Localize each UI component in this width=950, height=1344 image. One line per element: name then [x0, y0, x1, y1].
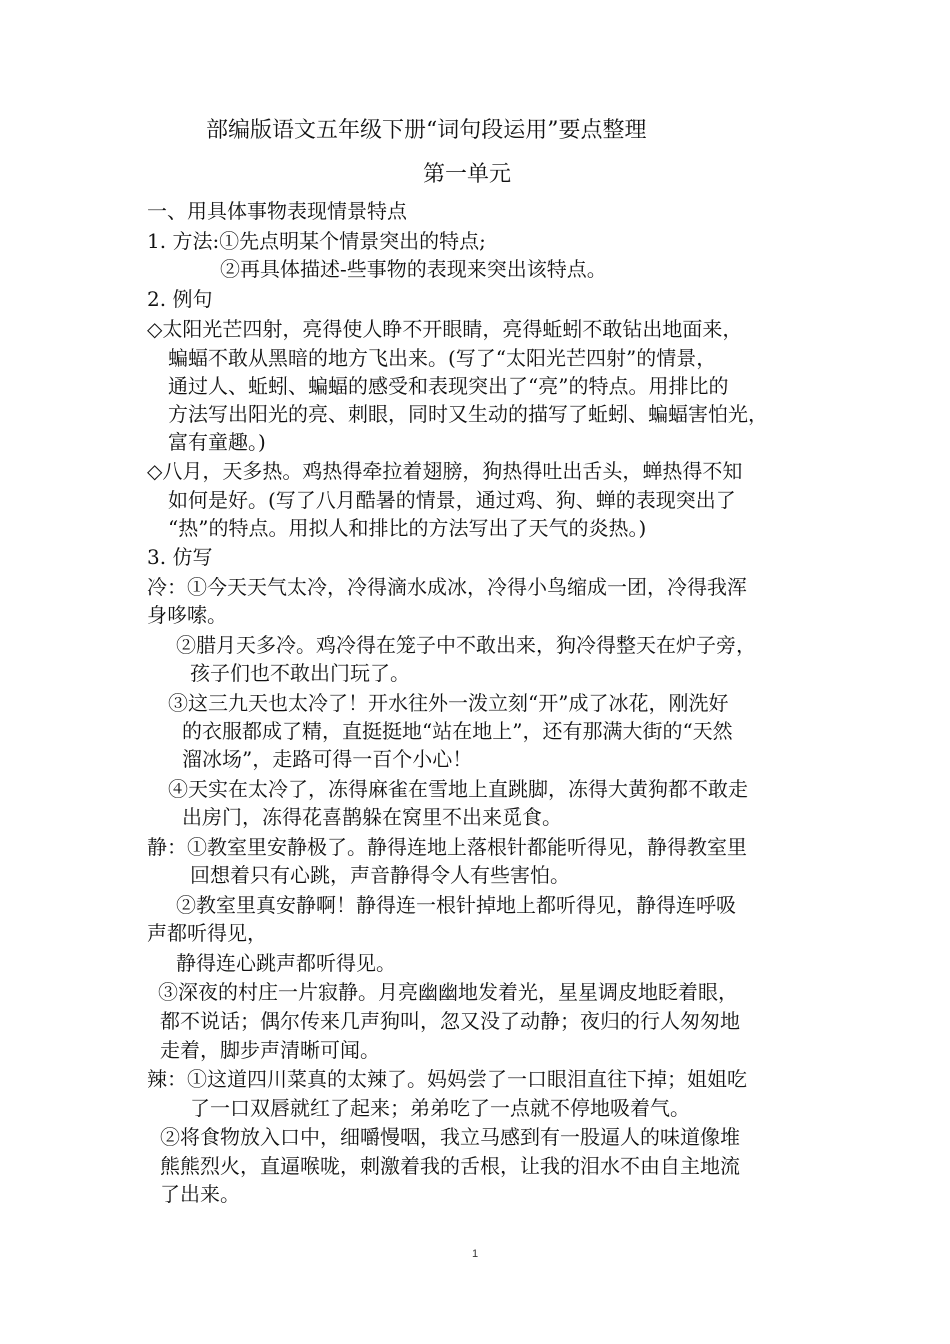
imitation-line: 静得连心跳声都听得见。: [176, 951, 396, 975]
method-line: ②再具体描述-些事物的表现来突出该特点。: [220, 257, 607, 281]
imitation-line: 静：①教室里安静极了。静得连地上落根针都能听得见，静得教室里: [147, 835, 747, 859]
example-line: 如何是好。(写了八月酷暑的情景，通过鸡、狗、蝉的表现突出了: [168, 488, 736, 512]
imitation-line: 声都听得见，: [147, 921, 267, 945]
example-line: ◇八月，天多热。鸡热得牵拉着翅膀，狗热得吐出舌头，蝉热得不知: [147, 459, 743, 483]
example-line: “热”的特点。用拟人和排比的方法写出了天气的炎热。): [168, 516, 647, 540]
page-number: 1: [471, 1248, 479, 1260]
imitation-line: 冷：①今天天气太冷，冷得滴水成冰，冷得小鸟缩成一团，冷得我浑: [147, 575, 747, 599]
example-line: 富有童趣。): [168, 430, 266, 454]
subsection-heading: 3. 仿写: [147, 545, 213, 569]
subsection-heading: 2. 例句: [147, 287, 213, 311]
example-line: 通过人、蚯蚓、蝙蝠的感受和表现突出了“亮”的特点。用排比的: [168, 374, 729, 398]
section-heading: 一、用具体事物表现情景特点: [147, 199, 407, 223]
example-line: 方法写出阳光的亮、刺眼，同时又生动的描写了蚯蚓、蝙蝠害怕光，: [168, 402, 768, 426]
imitation-line: 身哆嗦。: [147, 603, 227, 627]
imitation-line: 都不说话；偶尔传来几声狗叫，忽又没了动静；夜归的行人匆匆地: [160, 1009, 740, 1033]
imitation-line: 回想着只有心跳，声音静得令人有些害怕。: [190, 863, 570, 887]
imitation-line: 辣：①这道四川菜真的太辣了。妈妈尝了一口眼泪直往下掉；姐姐吃: [147, 1067, 747, 1091]
imitation-line: ④天实在太冷了，冻得麻雀在雪地上直跳脚，冻得大黄狗都不敢走: [168, 777, 748, 801]
imitation-line: 熊熊烈火，直逼喉咙，刺激着我的舌根，让我的泪水不由自主地流: [160, 1154, 740, 1178]
imitation-line: ③这三九天也太冷了！开水往外一泼立刻“开”成了冰花，刚洗好: [168, 691, 729, 715]
example-line: 蝙蝠不敢从黑暗的地方飞出来。(写了“太阳光芒四射”的情景，: [168, 346, 717, 370]
example-line: ◇太阳光芒四射，亮得使人睁不开眼睛，亮得蚯蚓不敢钻出地面来，: [147, 317, 743, 341]
imitation-line: 了出来。: [160, 1182, 240, 1206]
imitation-line: ②腊月天多冷。鸡冷得在笼子中不敢出来，狗冷得整天在炉子旁，: [176, 633, 756, 657]
imitation-line: 溜冰场”，走路可得一百个小心！: [182, 747, 473, 771]
method-line: 1. 方法:①先点明某个情景突出的特点;: [147, 229, 486, 253]
imitation-line: 孩子们也不敢出门玩了。: [190, 661, 410, 685]
imitation-line: 走着，脚步声清晰可闻。: [160, 1038, 380, 1062]
document-title: 部编版语文五年级下册“词句段运用”要点整理: [206, 118, 647, 143]
unit-heading: 第一单元: [423, 162, 512, 187]
imitation-line: ②将食物放入口中，细嚼慢咽，我立马感到有一股逼人的味道像堆: [160, 1125, 740, 1149]
imitation-line: 了一口双唇就红了起来；弟弟吃了一点就不停地吸着气。: [190, 1096, 690, 1120]
imitation-line: ②教室里真安静啊！静得连一根针掉地上都听得见，静得连呼吸: [176, 893, 736, 917]
imitation-line: 的衣服都成了精，直挺挺地“站在地上”，还有那满大街的“天然: [182, 719, 733, 743]
imitation-line: 出房门，冻得花喜鹊躲在窝里不出来觅食。: [182, 805, 562, 829]
imitation-line: ③深夜的村庄一片寂静。月亮幽幽地发着光，星星调皮地眨着眼，: [158, 980, 738, 1004]
